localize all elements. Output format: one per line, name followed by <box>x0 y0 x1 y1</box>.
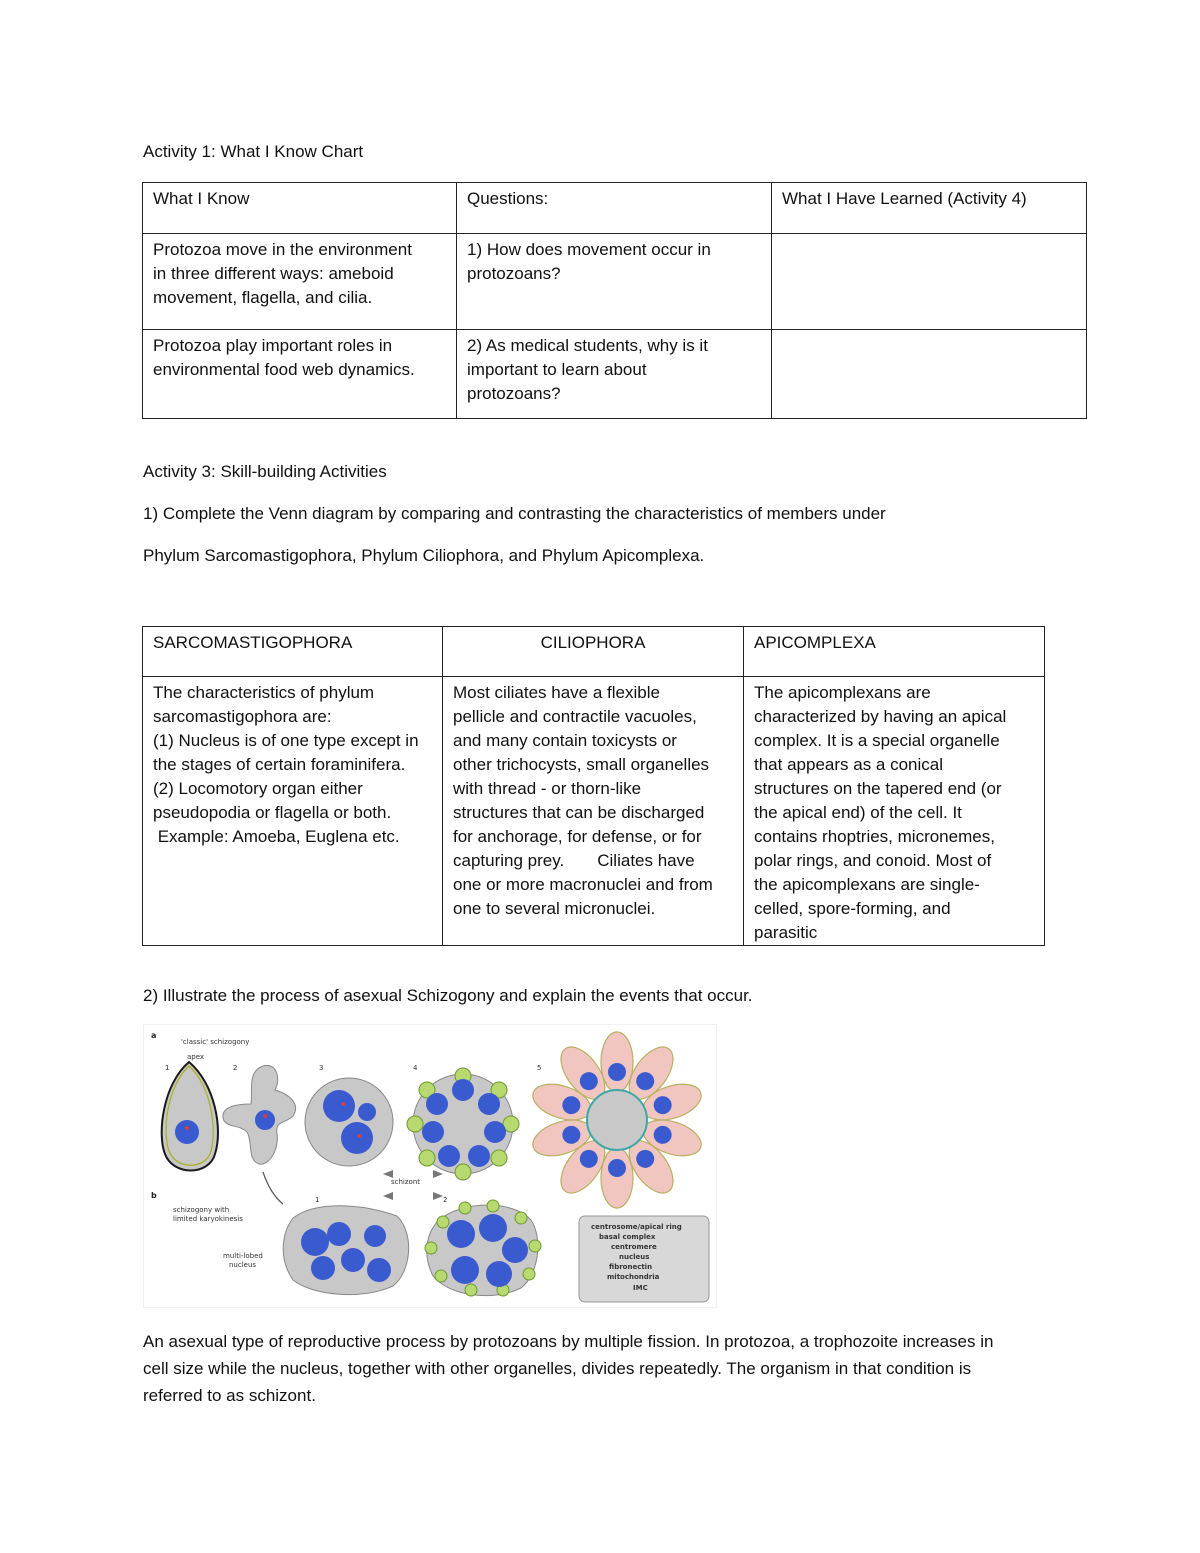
apex-label: apex <box>187 1053 205 1061</box>
activity1-title: Activity 1: What I Know Chart <box>143 142 364 161</box>
text-line: Example: Amoeba, Euglena etc. <box>153 827 400 846</box>
item2-instruction: 2) Illustrate the process of asexual Schizogony and explain the events that occur. <box>143 986 753 1005</box>
text-line: The apicomplexans are <box>754 683 931 702</box>
text-line: (1) Nucleus is of one type except in <box>153 731 419 750</box>
stage-3-cell <box>305 1078 393 1166</box>
text-line: 1) How does movement occur in <box>467 240 711 259</box>
table-row <box>143 677 1045 946</box>
header-ciliophora: CILIOPHORA <box>443 627 744 677</box>
text-line: celled, spore-forming, and <box>754 899 951 918</box>
stage-number: 1 <box>315 1196 320 1204</box>
table-row <box>143 234 1087 330</box>
panel-b-label: b <box>151 1191 157 1200</box>
apicomplexa-cell <box>744 677 1045 946</box>
stage-number: 3 <box>319 1064 324 1072</box>
text-line: The characteristics of phylum <box>153 683 375 702</box>
multi-lobed-label: multi-lobed <box>223 1252 263 1260</box>
sarcomastigophora-cell <box>143 677 443 946</box>
text-line: in three different ways: ameboid <box>153 264 394 283</box>
text-line: pellicle and contractile vacuoles, <box>453 707 697 726</box>
header-questions: Questions: <box>457 183 772 234</box>
know-cell <box>143 234 457 330</box>
legend-item: nucleus <box>619 1253 650 1261</box>
question-cell <box>457 330 772 419</box>
text-line: complex. It is a special organelle <box>754 731 1000 750</box>
text-line: other trichocysts, small organelles <box>453 755 710 774</box>
stage-4-cell <box>407 1068 519 1180</box>
text-line: environmental food web dynamics. <box>153 360 415 379</box>
learned-cell[interactable] <box>772 234 1087 330</box>
legend-item: centromere <box>611 1243 657 1251</box>
schizogony-explanation <box>143 1328 993 1409</box>
item1-instruction-cont: Phylum Sarcomastigophora, Phylum Ciliophora, and Phylum Apicomplexa. <box>143 546 705 565</box>
text-line: Protozoa play important roles in <box>153 336 393 355</box>
what-i-know-table <box>142 182 1087 419</box>
text-line: the apical end) of the cell. It <box>754 803 962 822</box>
multi-lobed-label: nucleus <box>229 1261 257 1269</box>
stage-number: 2 <box>443 1196 448 1204</box>
phylum-comparison-table <box>142 626 1045 946</box>
text-line: protozoans? <box>467 384 561 403</box>
text-line: important to learn about <box>467 360 647 379</box>
text-line: one or more macronuclei and from <box>453 875 713 894</box>
legend-item: IMC <box>633 1284 648 1292</box>
panel-b-stage-1-cell <box>283 1206 408 1295</box>
know-cell <box>143 330 457 419</box>
text-line: Most ciliates have a flexible <box>453 683 660 702</box>
panel-b-title-line1: schizogony with <box>173 1206 230 1214</box>
text-line: 2) As medical students, why is it <box>467 336 708 355</box>
question-cell <box>457 234 772 330</box>
table-row <box>143 330 1087 419</box>
text-line: (2) Locomotory organ either <box>153 779 363 798</box>
text-line: the apicomplexans are single- <box>754 875 980 894</box>
panel-a-label: a <box>151 1031 157 1040</box>
stage-number: 2 <box>233 1064 238 1072</box>
figure-legend <box>579 1216 709 1302</box>
legend-item: fibronectin <box>609 1263 653 1271</box>
schizogony-diagram <box>143 1024 717 1308</box>
panel-a-title: 'classic' schizogony <box>181 1038 250 1046</box>
text-line: contains rhoptries, micronemes, <box>754 827 995 846</box>
text-line: protozoans? <box>467 264 561 283</box>
stage-number: 4 <box>413 1064 418 1072</box>
ciliophora-cell <box>443 677 744 946</box>
text-line: movement, flagella, and cilia. <box>153 288 373 307</box>
text-line: one to several micronuclei. <box>453 899 656 918</box>
schizont-label: schizont <box>391 1178 421 1186</box>
text-line: pseudopodia or flagella or both. <box>153 803 392 822</box>
text-line: that appears as a conical <box>754 755 944 774</box>
text-line: referred to as schizont. <box>143 1386 316 1405</box>
text-line: capturing prey. Ciliates have <box>453 851 695 870</box>
table-header-row <box>143 183 1087 234</box>
text-line: the stages of certain foraminifera. <box>153 755 406 774</box>
text-line: cell size while the nucleus, together with other organelles, divides repeatedly. The organism in that condition is <box>143 1359 972 1378</box>
legend-item: basal complex <box>599 1233 656 1241</box>
activity3-title: Activity 3: Skill-building Activities <box>143 462 387 481</box>
text-line: structures that can be discharged <box>453 803 705 822</box>
learned-cell[interactable] <box>772 330 1087 419</box>
text-line: sarcomastigophora are: <box>153 707 332 726</box>
legend-item: centrosome/apical ring <box>591 1223 682 1231</box>
stage-number: 1 <box>165 1064 170 1072</box>
text-line: and many contain toxicysts or <box>453 731 677 750</box>
item1-instruction: 1) Complete the Venn diagram by comparing and contrasting the characteristics of members under <box>143 504 886 523</box>
schizogony-figure <box>143 1024 717 1308</box>
text-line: An asexual type of reproductive process by protozoans by multiple fission. In protozoa, a trophozoite increases in <box>143 1332 994 1351</box>
header-sarcomastigophora: SARCOMASTIGOPHORA <box>143 627 443 677</box>
text-line: structures on the tapered end (or <box>754 779 1002 798</box>
panel-b-title-line2: limited karyokinesis <box>173 1215 243 1223</box>
legend-item: mitochondria <box>607 1273 660 1281</box>
header-what-i-know: What I Know <box>143 183 457 234</box>
table-header-row <box>143 627 1045 677</box>
text-line: Protozoa move in the environment <box>153 240 412 259</box>
text-line: for anchorage, for defense, or for <box>453 827 702 846</box>
header-apicomplexa: APICOMPLEXA <box>744 627 1045 677</box>
text-line: polar rings, and conoid. Most of <box>754 851 992 870</box>
text-line: with thread - or thorn-like <box>453 779 642 798</box>
text-line: parasitic <box>754 923 818 942</box>
stage-number: 5 <box>537 1064 542 1072</box>
header-what-i-learned: What I Have Learned (Activity 4) <box>772 183 1087 234</box>
text-line: characterized by having an apical <box>754 707 1007 726</box>
